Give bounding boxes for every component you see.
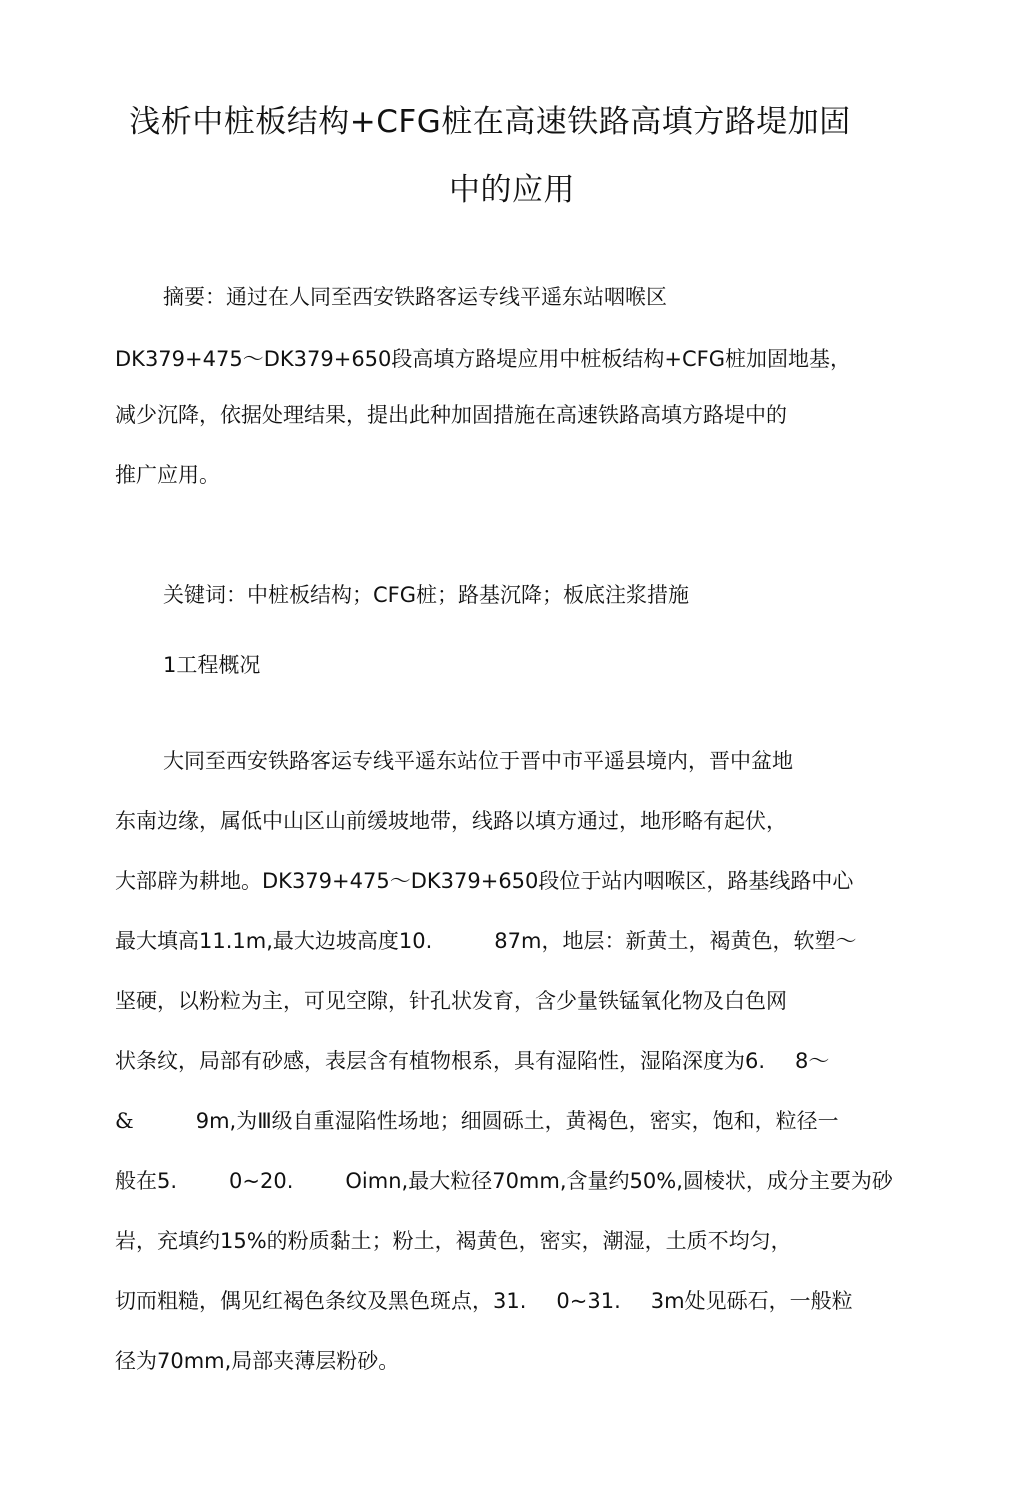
body-line-8-part-2: 0~20. <box>229 1169 294 1193</box>
body-line-8 <box>115 1166 893 1196</box>
body-line-6-part-1: 状条纹，局部有砂感，表层含有植物根系，具有湿陷性，湿陷深度为6. <box>115 1049 766 1073</box>
body-line-3: 大部辟为耕地。DK379+475～DK379+650段位于站内咽喉区，路基线路中心 <box>115 869 854 893</box>
body-line-9: 岩，充填约15%的粉质黏土；粉土，褐黄色，密实，潮湿，土质不均匀， <box>115 1229 792 1253</box>
body-line-7 <box>115 1106 839 1136</box>
body-line-6 <box>115 1046 829 1076</box>
body-line-10 <box>115 1286 853 1316</box>
title-line-1: 浅析中桩板结构+CFG桩在高速铁路高填方路堤加固 <box>129 104 851 140</box>
body-line-4-part-1: 最大填高11.1m,最大边坡高度10. <box>115 929 433 953</box>
body-line-7-part-1: & <box>115 1109 134 1133</box>
body-line-6-part-2: 8～ <box>795 1049 830 1073</box>
abstract-line-3: 减少沉降，依据处理结果，提出此种加固措施在高速铁路高填方路堤中的 <box>115 403 787 427</box>
body-line-4-part-2: 87m，地层：新黄土，褐黄色，软塑～ <box>494 929 857 953</box>
body-line-8-part-1: 般在5. <box>115 1169 178 1193</box>
body-line-2: 东南边缘，属低中山区山前缓坡地带，线路以填方通过，地形略有起伏， <box>115 809 787 833</box>
body-line-1: 大同至西安铁路客运专线平遥东站位于晋中市平遥县境内，晋中盆地 <box>163 749 793 773</box>
title-line-2: 中的应用 <box>449 172 575 208</box>
body-line-4 <box>115 926 856 956</box>
body-line-8-part-3: Oimn,最大粒径70mm,含量约50%,圆棱状，成分主要为砂 <box>345 1169 893 1193</box>
keywords: 关键词：中桩板结构；CFG桩；路基沉降；板底注浆措施 <box>163 583 690 607</box>
section-heading: 1工程概况 <box>163 653 261 677</box>
body-line-5: 坚硬，以粉粒为主，可见空隙，针孔状发育，含少量铁锰氧化物及白色网 <box>115 989 787 1013</box>
body-line-10-part-3: 3m处见砾石，一般粒 <box>650 1289 853 1313</box>
body-line-10-part-2: 0~31. <box>556 1289 621 1313</box>
abstract-line-1: 摘要：通过在人同至西安铁路客运专线平遥东站咽喉区 <box>163 285 667 309</box>
body-line-11: 径为70mm,局部夹薄层粉砂。 <box>115 1349 400 1373</box>
abstract-line-2: DK379+475～DK379+650段高填方路堤应用中桩板结构+CFG桩加固地基， <box>115 347 852 371</box>
abstract-line-4: 推广应用。 <box>115 463 220 487</box>
body-line-10-part-1: 切而粗糙，偶见红褐色条纹及黑色斑点，31. <box>115 1289 527 1313</box>
body-line-7-part-2: 9m,为Ⅲ级自重湿陷性场地；细圆砾土，黄褐色，密实，饱和，粒径一 <box>195 1109 839 1133</box>
